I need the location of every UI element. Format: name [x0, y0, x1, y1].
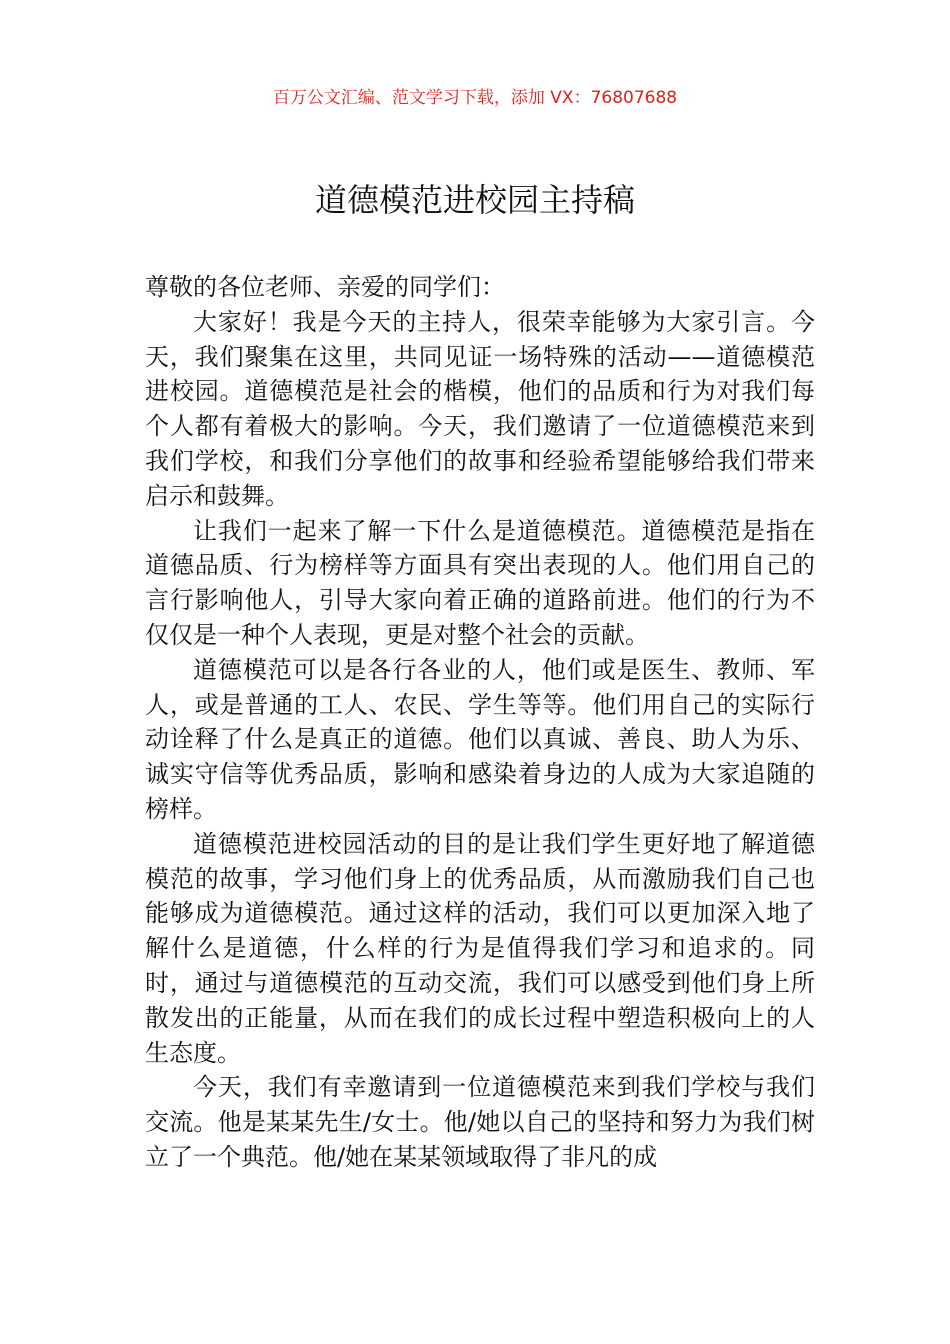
header-note: 百万公文汇编、范文学习下载，添加 VX：76807688	[272, 88, 678, 108]
salutation: 尊敬的各位老师、亲爱的同学们：	[145, 273, 505, 301]
paragraph-2: 让我们一起来了解一下什么是道德模范。道德模范是指在道德品质、行为榜样等方面具有突出表现的人。他们用自己的言行影响他人，引导大家向着正确的道路前进。他们的行为不仅仅是一种个人表现，更是对整个社会的贡献。	[145, 516, 815, 649]
paragraph-1: 大家好！我是今天的主持人，很荣幸能够为大家引言。今天，我们聚集在这里，共同见证一场特殊的活动——道德模范进校园。道德模范是社会的楷模，他们的品质和行为对我们每个人都有着极大的影响。今天，我们邀请了一位道德模范来到我们学校，和我们分享他们的故事和经验希望能够给我们带来启示和鼓舞。	[145, 307, 815, 510]
document-body	[145, 270, 815, 1175]
paragraph-3: 道德模范可以是各行各业的人，他们或是医生、教师、军人，或是普通的工人、农民、学生等等。他们用自己的实际行动诠释了什么是真正的道德。他们以真诚、善良、助人为乐、诚实守信等优秀品质，影响和感染着身边的人成为大家追随的榜样。	[145, 655, 815, 823]
document-title: 道德模范进校园主持稿	[314, 181, 635, 219]
paragraph-5: 今天，我们有幸邀请到一位道德模范来到我们学校与我们交流。他是某某先生/女士。他/她以自己的坚持和努力为我们树立了一个典范。他/她在某某领域取得了非凡的成	[145, 1073, 815, 1171]
paragraph-4: 道德模范进校园活动的目的是让我们学生更好地了解道德模范的故事，学习他们身上的优秀品质，从而激励我们自己也能够成为道德模范。通过这样的活动，我们可以更加深入地了解什么是道德，什么样的行为是值得我们学习和追求的。同时，通过与道德模范的互动交流，我们可以感受到他们身上所散发出的正能量，从而在我们的成长过程中塑造积极向上的人生态度。	[145, 829, 815, 1067]
